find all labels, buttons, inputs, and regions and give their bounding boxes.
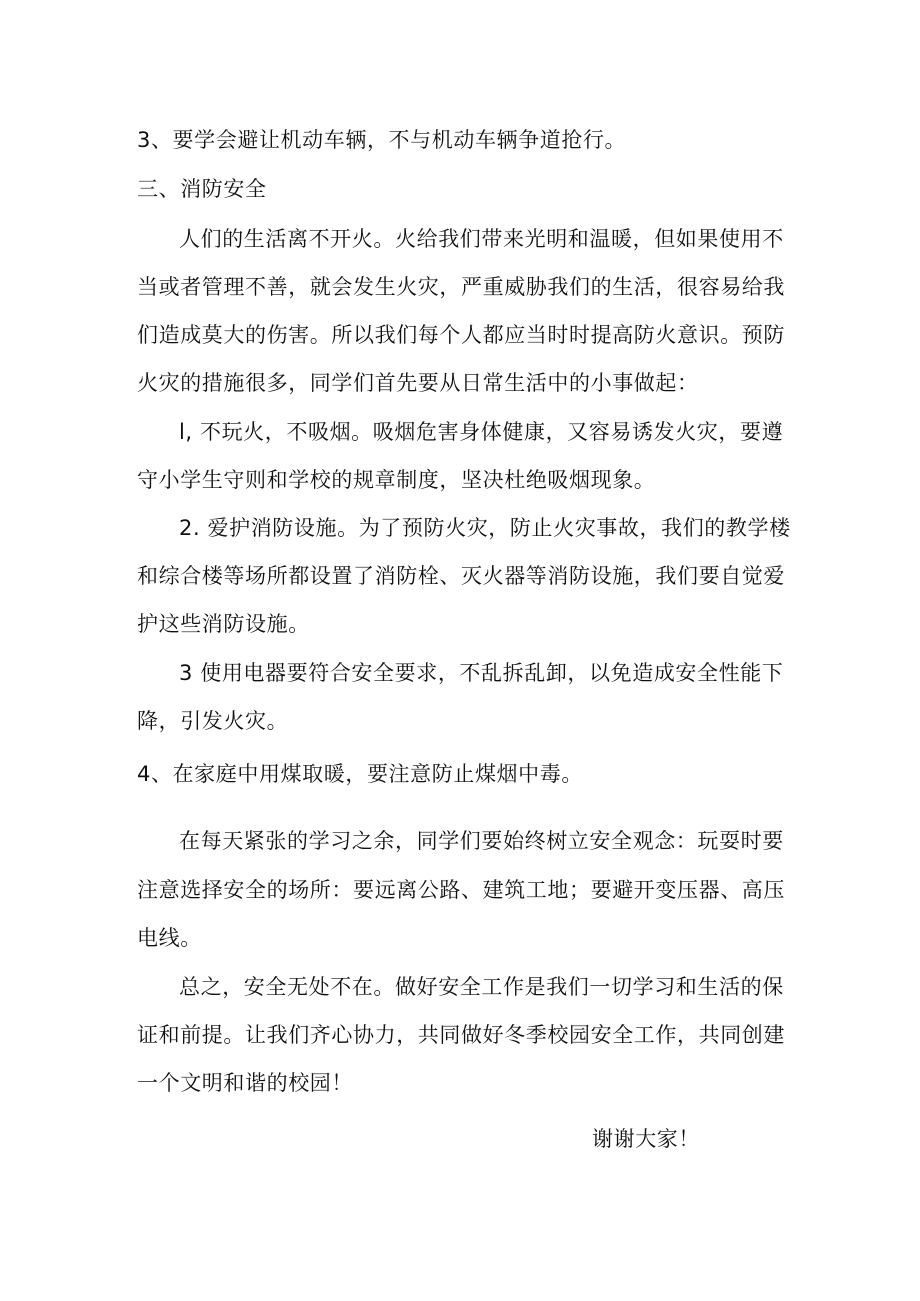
text-line-3: 人们的生活离不开火。火给我们带来光明和温暖，但如果使用不 [179,227,784,251]
text-line-20: 一个文明和谐的校园！ [137,1071,353,1095]
text-line-9: 2. 爱护消防设施。为了预防火灾，防止火灾事故，我们的教学楼 [179,516,791,540]
text-line-18: 总之，安全无处不在。做好安全工作是我们一切学习和生活的保 [179,975,784,999]
closing-thanks: 谢谢大家！ [592,1127,700,1151]
text-line-1: 3、要学会避让机动车辆，不与机动车辆争道抢行。 [137,128,627,152]
text-line-7: l, 不玩火，不吸烟。吸烟危害身体健康，又容易诱发火灾，要遵 [179,420,784,444]
text-line-11: 护这些消防设施。 [137,612,310,636]
text-line-10: 和综合楼等场所都设置了消防栓、灭火器等消防设施，我们要自觉爱 [137,564,785,588]
text-line-4: 当或者管理不善，就会发生火灾，严重威胁我们的生活，很容易给我 [137,275,785,299]
text-line-8: 守小学生守则和学校的规章制度，坚决杜绝吸烟现象。 [137,468,656,492]
section-heading: 三、消防安全 [137,177,267,201]
text-line-16: 注意选择安全的场所：要远离公路、建筑工地；要避开变压器、高压 [137,878,785,902]
text-line-6: 火灾的措施很多，同学们首先要从日常生活中的小事做起： [137,371,699,395]
text-line-5: 们造成莫大的伤害。所以我们每个人都应当时时提高防火意识。预防 [137,323,785,347]
text-line-15: 在每天紧张的学习之余，同学们要始终树立安全观念：玩耍时要 [179,829,784,853]
text-line-13: 降，引发火灾。 [137,709,289,733]
text-line-17: 电线。 [137,926,202,950]
text-line-12: 3 使用电器要符合安全要求，不乱拆乱卸，以免造成安全性能下 [179,661,784,685]
text-line-19: 证和前提。让我们齐心协力，共同做好冬季校园安全工作，共同创建 [137,1023,785,1047]
text-line-14: 4、在家庭中用煤取暖，要注意防止煤烟中毒。 [137,762,583,786]
